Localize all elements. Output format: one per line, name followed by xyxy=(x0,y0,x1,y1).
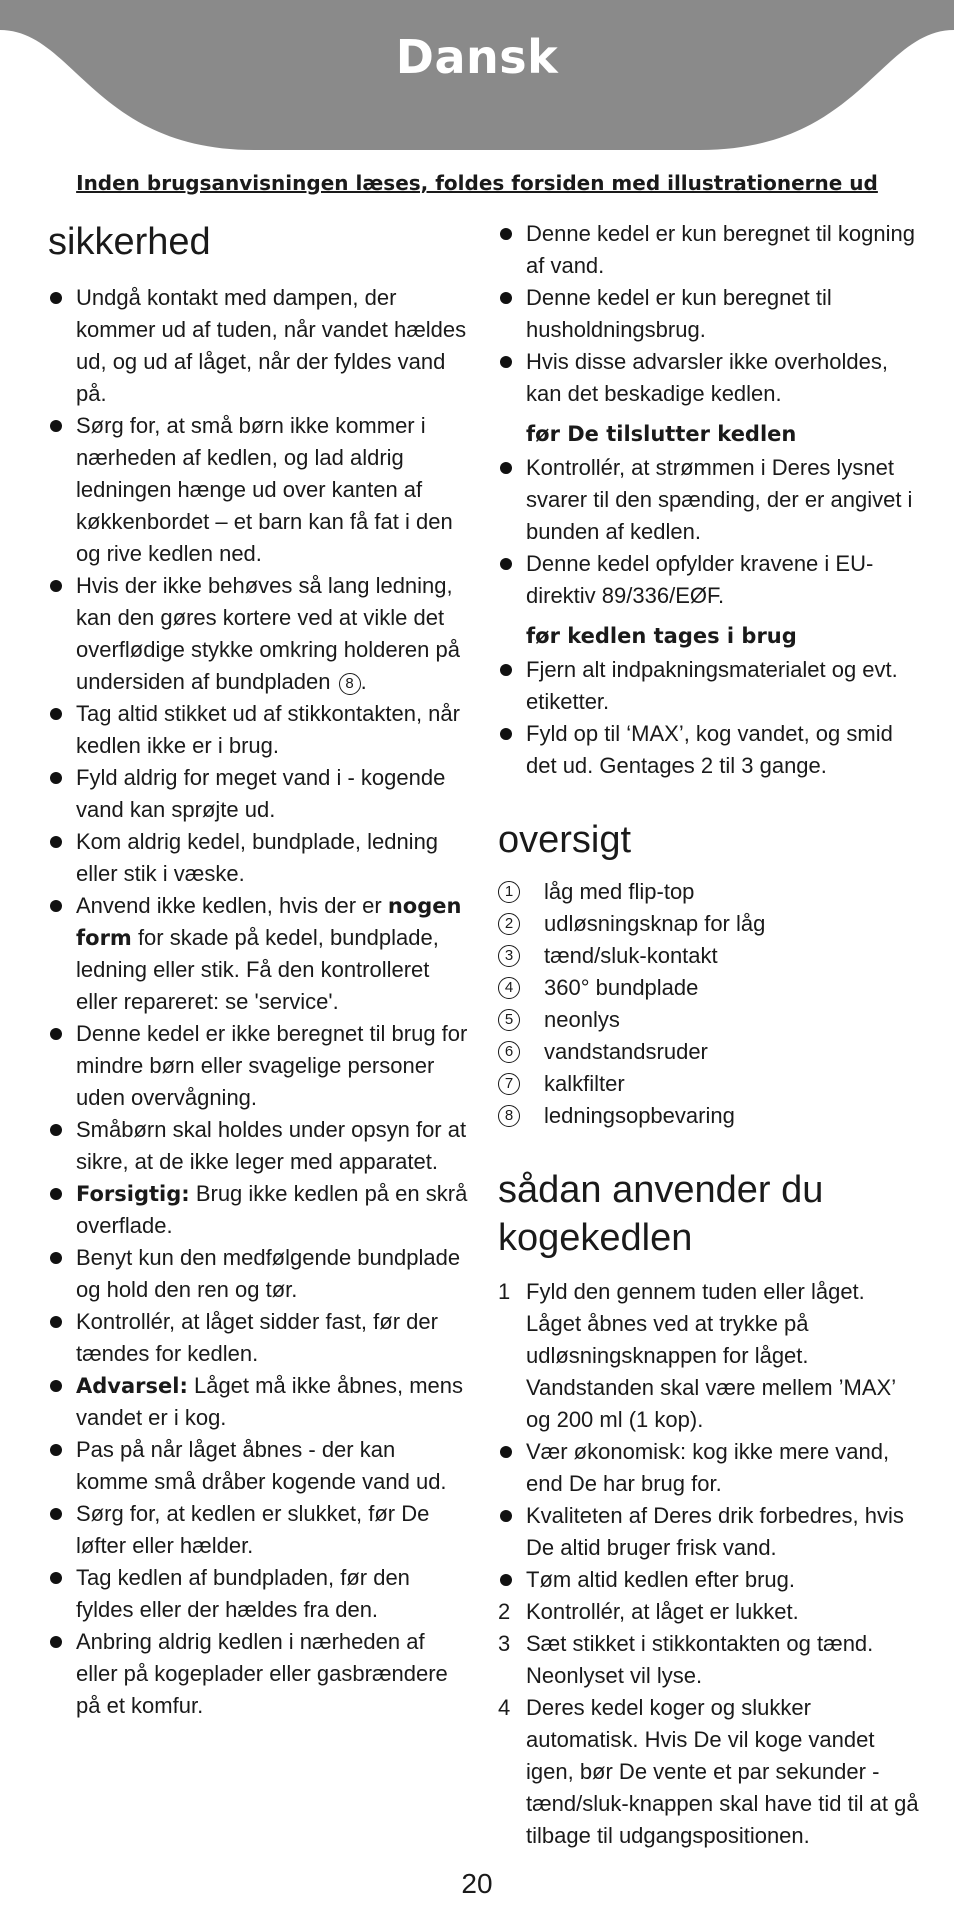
before-connect-item-text: Kontrollér, at strømmen i Deres lysnet svarer til den spænding, der er angivet i bunden af kedlen. xyxy=(526,455,913,544)
safety-text: Tag kedlen af bundpladen, før den fyldes eller der hældes fra den. xyxy=(76,1565,410,1622)
before-use-item-text: Fjern alt indpakningsmaterialet og evt. etiketter. xyxy=(526,657,898,714)
safety-item xyxy=(48,282,468,410)
part-number: 4 xyxy=(498,977,520,999)
safety-text: Låget må ikke åbnes, mens vandet er i kog. xyxy=(76,1373,464,1430)
step-text: Kontrollér, at låget er lukket. xyxy=(526,1599,799,1624)
safety-text: Kom aldrig kedel, bundplade, ledning eller stik i væske. xyxy=(76,829,439,886)
bullet-icon xyxy=(50,1028,62,1040)
before-use-item xyxy=(498,718,920,782)
bullet-icon xyxy=(500,664,512,676)
step-text: Vær økonomisk: kog ikke mere vand, end De har brug for. xyxy=(526,1439,890,1496)
bullet-icon xyxy=(500,292,512,304)
part-item xyxy=(498,1036,920,1068)
step-number: 1 xyxy=(498,1279,511,1304)
safety-item xyxy=(48,1114,468,1178)
step-number: 2 xyxy=(498,1599,511,1624)
step-text: Fyld den gennem tuden eller låget. Låget åbnes ved at trykke på udløsningsknappen for låget. Vandstanden skal være mellem ’MAX’ og 200 ml (1 kop). xyxy=(526,1279,896,1432)
safety-text: Pas på når låget åbnes - der kan komme små dråber kogende vand ud. xyxy=(76,1437,447,1494)
part-number: 3 xyxy=(498,945,520,967)
safety-text: Benyt kun den medfølgende bundplade og hold den ren og tør. xyxy=(76,1245,461,1302)
bullet-icon xyxy=(50,420,62,432)
safety-heading: sikkerhed xyxy=(48,221,211,263)
right-column xyxy=(498,218,920,1852)
usage-step xyxy=(498,1436,920,1500)
safety-item xyxy=(48,698,468,762)
bullet-icon xyxy=(50,900,62,912)
safety-item xyxy=(498,282,920,346)
before-use-list xyxy=(498,654,920,782)
part-label: neonlys xyxy=(544,1007,620,1032)
before-connect-list xyxy=(498,452,920,612)
safety-item xyxy=(48,890,468,1018)
before-connect-heading: før De tilslutter kedlen xyxy=(526,422,797,446)
safety-item xyxy=(48,826,468,890)
intro-note: Inden brugsanvisningen læses, foldes forsiden med illustrationerne ud xyxy=(76,171,878,195)
part-item xyxy=(498,876,920,908)
step-number: 3 xyxy=(498,1631,511,1656)
part-label: vandstandsruder xyxy=(544,1039,708,1064)
part-label: kalkfilter xyxy=(544,1071,625,1096)
part-item xyxy=(498,972,920,1004)
before-use-item xyxy=(498,654,920,718)
bullet-icon xyxy=(50,292,62,304)
safety-text: Denne kedel er kun beregnet til husholdningsbrug. xyxy=(526,285,832,342)
bullet-icon xyxy=(500,1510,512,1522)
safety-item xyxy=(48,1306,468,1370)
step-text: Sæt stikket i stikkontakten og tænd. Neonlyset vil lyse. xyxy=(526,1631,874,1688)
safety-item xyxy=(48,1562,468,1626)
part-ref-number: 8 xyxy=(339,673,361,695)
bullet-icon xyxy=(50,1252,62,1264)
safety-text: Brug ikke kedlen på en skrå overflade. xyxy=(76,1181,468,1238)
bullet-icon xyxy=(50,1188,62,1200)
safety-item xyxy=(48,410,468,570)
bullet-icon xyxy=(50,772,62,784)
bullet-icon xyxy=(500,462,512,474)
part-number: 1 xyxy=(498,881,520,903)
before-use-item-text: Fyld op til ‘MAX’, kog vandet, og smid det ud. Gentages 2 til 3 gange. xyxy=(526,721,893,778)
usage-step xyxy=(498,1564,920,1596)
part-label: ledningsopbevaring xyxy=(544,1103,735,1128)
part-label: 360° bundplade xyxy=(544,975,699,1000)
part-item xyxy=(498,908,920,940)
safety-text: Småbørn skal holdes under opsyn for at sikre, at de ikke leger med apparatet. xyxy=(76,1117,467,1174)
bullet-icon xyxy=(50,1508,62,1520)
part-label: udløsningsknap for låg xyxy=(544,911,766,936)
bullet-icon xyxy=(50,1380,62,1392)
safety-item xyxy=(48,762,468,826)
safety-text: Hvis der ikke behøves så lang ledning, kan den gøres kortere ved at vikle det overflødige stykke omkring holderen på undersiden af bundpladen xyxy=(76,573,460,694)
part-number: 8 xyxy=(498,1105,520,1127)
safety-text: . xyxy=(360,669,367,694)
before-use-heading: før kedlen tages i brug xyxy=(526,624,797,648)
safety-emphasis: Advarsel: xyxy=(76,1374,188,1398)
safety-text: Sørg for, at kedlen er slukket, før De løfter eller hælder. xyxy=(76,1501,430,1558)
safety-item xyxy=(48,1178,468,1242)
bullet-icon xyxy=(500,1574,512,1586)
safety-item xyxy=(48,1242,468,1306)
safety-item xyxy=(498,346,920,410)
language-title: Dansk xyxy=(395,30,559,84)
safety-text: Denne kedel er ikke beregnet til brug for mindre børn eller svagelige personer uden overvågning. xyxy=(76,1021,468,1110)
step-text: Tøm altid kedlen efter brug. xyxy=(526,1567,796,1592)
safety-item xyxy=(48,1018,468,1114)
part-item xyxy=(498,1100,920,1132)
safety-text: Denne kedel er kun beregnet til kogning af vand. xyxy=(526,221,915,278)
usage-step xyxy=(498,1692,920,1852)
safety-text: Fyld aldrig for meget vand i - kogende vand kan sprøjte ud. xyxy=(76,765,446,822)
safety-list-continued xyxy=(498,218,920,410)
page-number: 20 xyxy=(461,1868,493,1899)
step-text: Kvaliteten af Deres drik forbedres, hvis De altid bruger frisk vand. xyxy=(526,1503,904,1560)
bullet-icon xyxy=(50,1316,62,1328)
safety-item xyxy=(48,1370,468,1434)
safety-text: Anbring aldrig kedlen i nærheden af eller på kogeplader eller gasbrændere på et komfur. xyxy=(76,1629,448,1718)
part-number: 6 xyxy=(498,1041,520,1063)
usage-step xyxy=(498,1628,920,1692)
safety-text: Kontrollér, at låget sidder fast, før der tændes for kedlen. xyxy=(76,1309,438,1366)
part-number: 7 xyxy=(498,1073,520,1095)
usage-step xyxy=(498,1276,920,1436)
bullet-icon xyxy=(50,708,62,720)
bullet-icon xyxy=(50,836,62,848)
before-connect-item xyxy=(498,548,920,612)
part-label: låg med flip-top xyxy=(544,879,695,904)
bullet-icon xyxy=(50,1636,62,1648)
safety-text: Sørg for, at små børn ikke kommer i nærheden af kedlen, og lad aldrig ledningen hænge ud over kanten af køkkenbordet – et barn kan få fat i den og rive kedlen ned. xyxy=(76,413,453,566)
parts-list xyxy=(498,876,920,1132)
bullet-icon xyxy=(50,1124,62,1136)
safety-text: Hvis disse advarsler ikke overholdes, kan det beskadige kedlen. xyxy=(526,349,888,406)
part-item xyxy=(498,1068,920,1100)
part-number: 5 xyxy=(498,1009,520,1031)
usage-heading: sådan anvender du kogekedlen xyxy=(498,1169,824,1259)
safety-text: Undgå kontakt med dampen, der kommer ud af tuden, når vandet hældes ud, og ud af låget, når der fyldes vand på. xyxy=(76,285,467,406)
safety-item xyxy=(48,1498,468,1562)
part-item xyxy=(498,940,920,972)
part-label: tænd/sluk-kontakt xyxy=(544,943,718,968)
header-banner xyxy=(0,0,954,160)
safety-item xyxy=(48,1434,468,1498)
part-number: 2 xyxy=(498,913,520,935)
bullet-icon xyxy=(50,580,62,592)
bullet-icon xyxy=(500,228,512,240)
safety-emphasis: Forsigtig: xyxy=(76,1182,190,1206)
step-number: 4 xyxy=(498,1695,511,1720)
usage-steps xyxy=(498,1276,920,1852)
bullet-icon xyxy=(500,728,512,740)
safety-item xyxy=(498,218,920,282)
safety-list xyxy=(48,282,468,1722)
usage-step xyxy=(498,1500,920,1564)
part-item xyxy=(498,1004,920,1036)
safety-item xyxy=(48,570,468,698)
bullet-icon xyxy=(500,1446,512,1458)
safety-emphasis: nogen form xyxy=(76,894,462,950)
safety-text: Tag altid stikket ud af stikkontakten, når kedlen ikke er i brug. xyxy=(76,701,460,758)
overview-heading: oversigt xyxy=(498,819,632,861)
usage-step xyxy=(498,1596,920,1628)
bullet-icon xyxy=(500,356,512,368)
bullet-icon xyxy=(50,1444,62,1456)
safety-text: for skade på kedel, bundplade, ledning eller stik. Få den kontrolleret eller repareret: se 'service'. xyxy=(76,925,439,1014)
bullet-icon xyxy=(500,558,512,570)
step-text: Deres kedel koger og slukker automatisk. Hvis De vil koge vandet igen, bør De vente et par sekunder - tænd/sluk-knappen skal have tid til at gå tilbage til udgangspositionen. xyxy=(526,1695,919,1848)
before-connect-item-text: Denne kedel opfylder kravene i EU-direktiv 89/336/EØF. xyxy=(526,551,874,608)
safety-text: Anvend ikke kedlen, hvis der er xyxy=(76,893,382,918)
bullet-icon xyxy=(50,1572,62,1584)
left-column xyxy=(48,218,468,1722)
safety-item xyxy=(48,1626,468,1722)
before-connect-item xyxy=(498,452,920,548)
